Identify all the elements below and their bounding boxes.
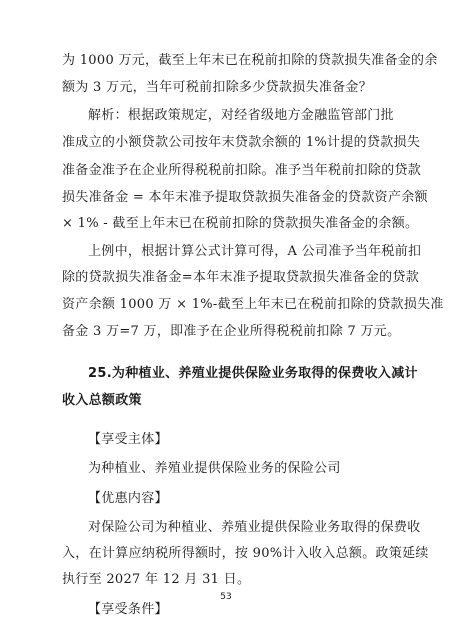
text-line: 为种植业、养殖业提供保险业务的保险公司 <box>88 461 341 476</box>
section-heading: 25.为种植业、养殖业提供保险业务取得的保费收入减计 <box>88 366 418 381</box>
text-line: 入，在计算应纳税所得额时，按 90%计入收入总额。政策延续 <box>62 546 429 561</box>
text-line: 解析：根据政策规定，对经省级地方金融监管部门批 <box>88 108 394 123</box>
subheading-conditions: 【享受条件】 <box>88 602 168 617</box>
text-line: 除的贷款损失准备金=本年末准予提取贷款损失准备金的贷款 <box>62 270 419 285</box>
text-line: 资产余额 1000 万 × 1%-截至上年末已在税前扣除的贷款损失准 <box>62 297 444 312</box>
page-number: 53 <box>220 592 232 602</box>
text-line: 为 1000 万元，截至上年末已在税前扣除的贷款损失准备金的余 <box>62 53 438 68</box>
subheading-beneficiary: 【享受主体】 <box>88 432 168 447</box>
text-line: 备金 3 万=7 万，即准予在企业所得税税前扣除 7 万元。 <box>62 324 401 339</box>
text-line: × 1% - 截至上年末已在税前扣除的贷款损失准备金的余额。 <box>62 216 419 231</box>
section-heading: 收入总额政策 <box>62 393 142 408</box>
text-line: 准备金准予在企业所得税税前扣除。准予当年税前扣除的贷款 <box>62 163 422 178</box>
subheading-benefit: 【优惠内容】 <box>88 491 168 506</box>
text-line: 损失准备金 = 本年末准予提取贷款损失准备金的贷款资产余额 <box>62 190 428 205</box>
text-line: 上例中，根据计算公式计算可得，A 公司准予当年税前扣 <box>88 244 422 259</box>
text-line: 对保险公司为种植业、养殖业提供保险业务取得的保费收 <box>88 520 421 535</box>
text-line: 准成立的小额贷款公司按年末贷款余额的 1%计提的贷款损失 <box>62 135 421 150</box>
text-line: 执行至 2027 年 12 月 31 日。 <box>62 572 251 587</box>
text-line: 额为 3 万元，当年可税前扣除多少贷款损失准备金？ <box>62 80 373 95</box>
